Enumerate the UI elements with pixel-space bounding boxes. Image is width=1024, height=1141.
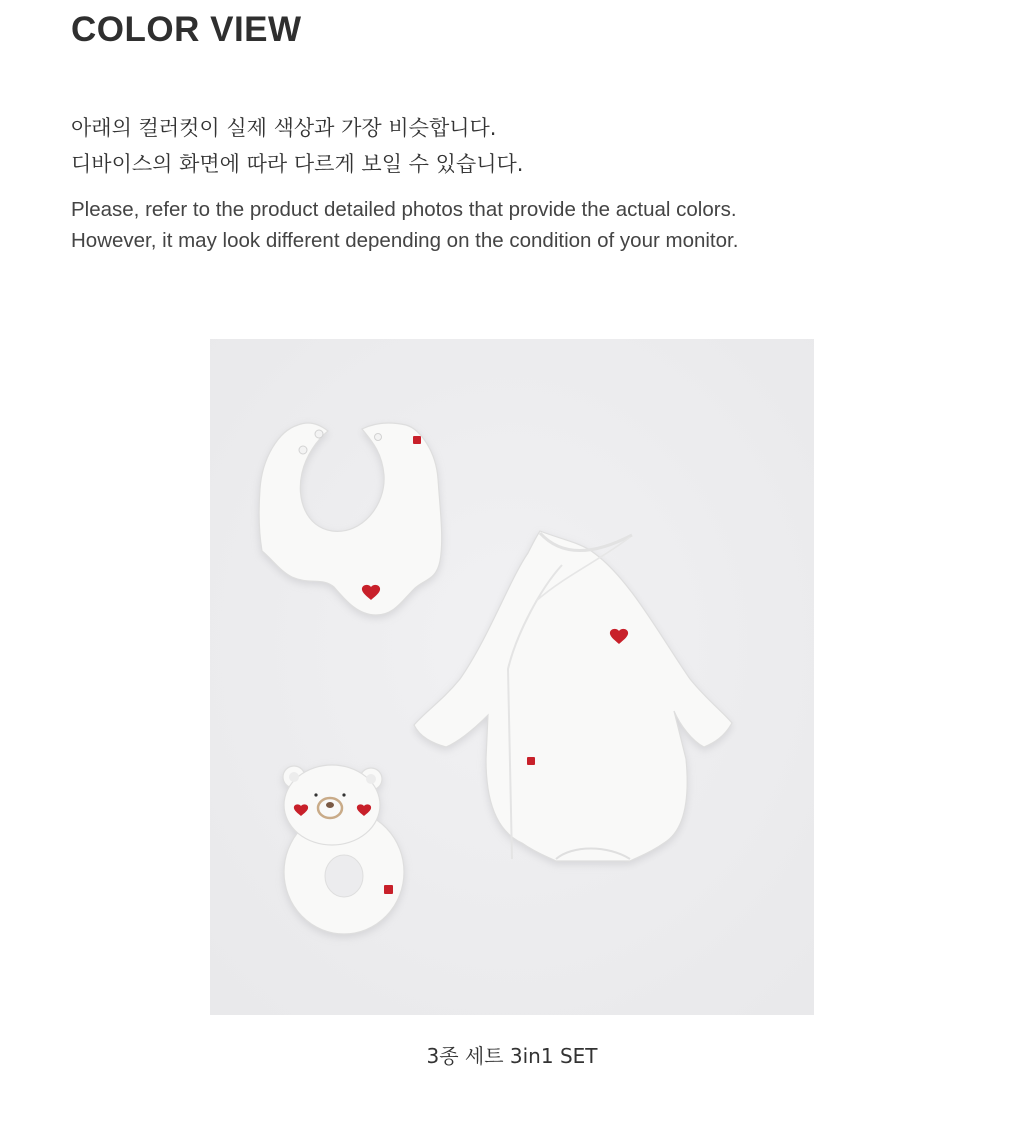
bear-ear-inner xyxy=(366,774,376,784)
product-photo xyxy=(210,339,814,1015)
english-notice-line: However, it may look different depending on the condition of your monitor. xyxy=(71,229,739,252)
bear-eye xyxy=(342,793,345,796)
brand-tag xyxy=(384,885,393,894)
page-title: COLOR VIEW xyxy=(71,10,302,49)
product-photo-illustration xyxy=(210,339,814,1015)
snap-button xyxy=(375,434,382,441)
korean-notice-line: 아래의 컬러컷이 실제 색상과 가장 비슷합니다. xyxy=(71,116,497,140)
english-notice-line: Please, refer to the product detailed photos that provide the actual colors. xyxy=(71,198,737,221)
brand-tag xyxy=(527,757,535,765)
product-caption: 3종 세트 3in1 SET xyxy=(426,1044,598,1068)
bear-ear-inner xyxy=(289,772,299,782)
korean-notice xyxy=(71,110,523,182)
bear-eye xyxy=(314,793,317,796)
snap-button xyxy=(315,430,323,438)
bear-nose xyxy=(326,802,334,808)
snap-button xyxy=(299,446,307,454)
korean-notice-line: 디바이스의 화면에 따라 다르게 보일 수 있습니다. xyxy=(71,152,524,176)
english-notice xyxy=(71,194,738,256)
brand-tag xyxy=(413,436,421,444)
